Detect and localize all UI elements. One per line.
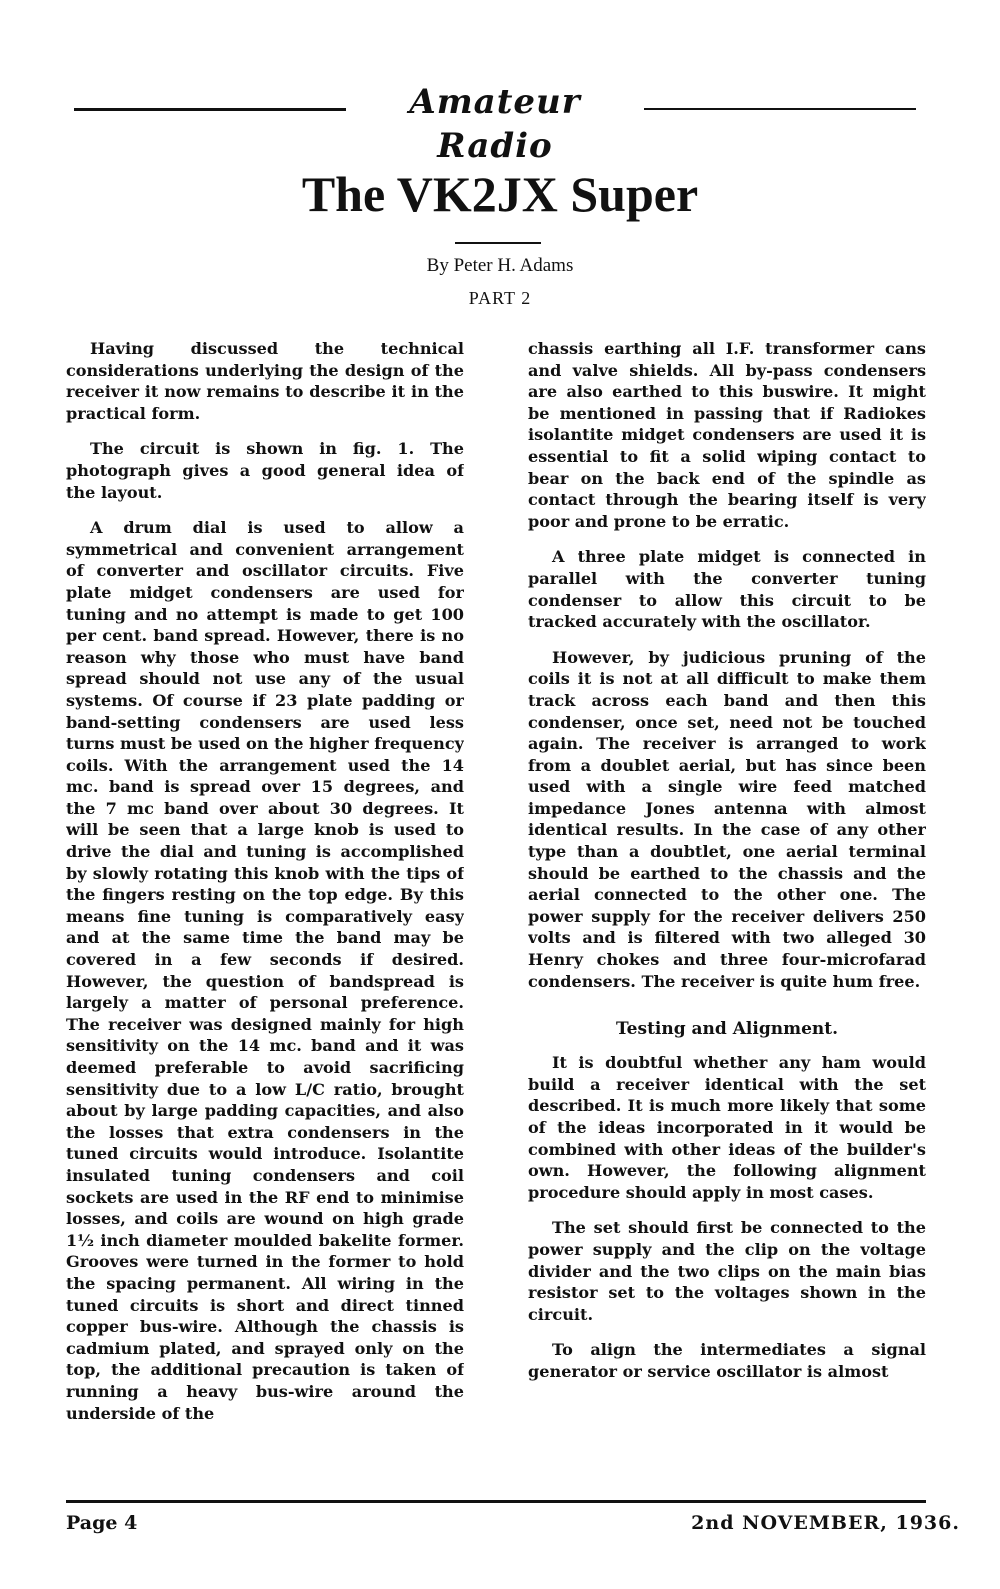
- masthead-rule-right: [644, 108, 916, 110]
- section-heading: Testing and Alignment.: [615, 1019, 839, 1040]
- paragraph: chassis earthing all I.F. transformer cans and valve shields. All by-pass condensers are also earthed to this buswire. It might be mentioned in passing that if Radiokes isolantite midget condensers are used it is essential to fit a solid wiping contact to bear on the back end of the spindle as contact through the bearing itself is very poor and prone to be erratic.: [528, 339, 926, 531]
- masthead: [74, 80, 916, 166]
- paragraph: A three plate midget is connected in parallel with the converter tuning condenser to allow this circuit to be tracked accurately with the oscillator.: [528, 547, 926, 632]
- right-column: [528, 338, 926, 1486]
- article-byline: By Peter H. Adams: [426, 255, 574, 276]
- masthead-logo: Amateur Radio: [409, 82, 581, 166]
- paragraph: The set should first be connected to the power supply and the clip on the voltage divider and the two clips on the main bias resistor set to the voltages shown in the circuit.: [528, 1218, 926, 1324]
- issue-date: 2nd NOVEMBER, 1936.: [691, 1512, 960, 1534]
- paragraph: The circuit is shown in fig. 1. The photograph gives a good general idea of the layout.: [66, 439, 464, 502]
- paragraph: Having discussed the technical considerations underlying the design of the receiver it now remains to describe it in the practical form.: [66, 339, 464, 423]
- paragraph: To align the intermediates a signal generator or service oscillator is almost: [528, 1340, 926, 1381]
- article-part: PART 2: [468, 288, 532, 308]
- page-number: Page 4: [66, 1512, 138, 1534]
- article-title: The VK2JX Super: [301, 166, 699, 222]
- masthead-rule-left: [74, 108, 346, 111]
- footer-divider: [66, 1500, 926, 1503]
- paragraph: It is doubtful whether any ham would build a receiver identical with the set described. It is much more likely that some of the ideas incorporated in it would be combined with other ideas of the builder's own. However, the following alignment procedure should apply in most cases.: [528, 1053, 926, 1202]
- title-divider: [455, 242, 541, 244]
- paragraph: However, by judicious pruning of the coils it is not at all difficult to make them track across each band and then this condenser, once set, need not be touched again. The receiver is arranged to work from a doublet aerial, but has since been used with a single wire feed matched impedance Jones antenna with almost identical results. In the case of any other type than a doubtlet, one aerial terminal should be earthed to the chassis and the aerial connected to the other one. The power supply for the receiver delivers 250 volts and is filtered with two alleged 30 Henry chokes and three four-microfarad condensers. The receiver is quite hum free.: [528, 647, 926, 991]
- left-column: [66, 338, 464, 1486]
- paragraph: A drum dial is used to allow a symmetrical and convenient arrangement of converter and oscillator circuits. Five plate midget condensers are used for tuning and no attempt is made to get 100 per cent. band spread. However, there is no reason why those who must have band spread should not use any of the usual systems. Of course if 23 plate padding or band-setting condensers are used less turns must be used on the higher frequency coils. With the arrangement used the 14 mc. band is spread over 15 degrees, and the 7 mc band over about 30 degrees. It will be seen that a large knob is used to drive the dial and tuning is accomplished by slowly rotating this knob with the tips of the fingers resting on the top edge. By this means fine tuning is comparatively easy and at the same time the band may be covered in a few seconds if desired. However, the question of bandspread is largely a matter of personal preference. The receiver was designed mainly for high sensitivity on the 14 mc. band and it was deemed preferable to avoid sacrificing sensitivity due to a low L/C ratio, brought about by large padding capacities, and also the losses that extra condensers in the tuned circuits would introduce. Isolantite insulated tuning condensers and coil sockets are used in the RF end to minimise losses, and coils are wound on high grade 1½ inch diameter moulded bakelite former. Grooves were turned in the former to hold the spacing permanent. All wiring in the tuned circuits is short and direct tinned copper bus-wire. Although the chassis is cadmium plated, and sprayed only on the top, the additional precaution is taken of running a heavy bus-wire around the underside of the: [66, 518, 464, 1423]
